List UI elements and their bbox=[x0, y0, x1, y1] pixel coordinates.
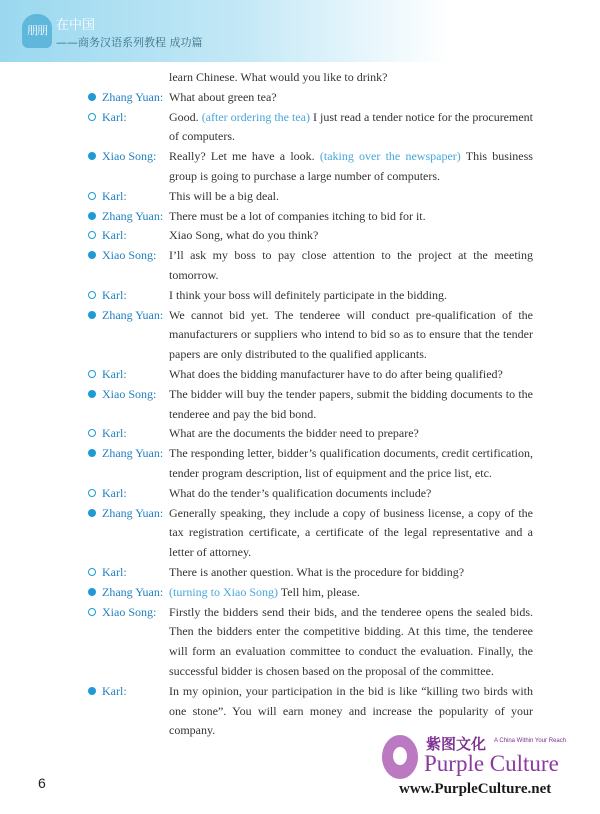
utterance-text: What do the tender’s qualification documents include? bbox=[169, 485, 432, 500]
utterance-text: There is another question. What is the procedure for bidding? bbox=[169, 564, 465, 579]
utterance-text: Firstly the bidders send their bids, and the tenderee opens the sealed bids. Then the bidders enter the competitive bidding. At this time, the tenderee will form an evaluation committee to conduct the evaluation. Finally, the successful bidder is chosen based on the proposal of the committee. bbox=[169, 604, 533, 678]
filled-bullet-icon bbox=[88, 390, 96, 398]
utterance-text: In my opinion, your participation in the bid is like “killing two birds with one stone”. You will earn money and increase the popularity of your company. bbox=[169, 683, 533, 738]
series-subtitle: ——商务汉语系列教程 成功篇 bbox=[56, 36, 203, 49]
speaker-name: Karl: bbox=[102, 228, 127, 243]
dialogue-line bbox=[88, 583, 533, 603]
speaker-name: Karl: bbox=[102, 109, 127, 124]
book-header bbox=[0, 0, 600, 62]
hollow-bullet-icon bbox=[88, 489, 96, 497]
utterance-text: The bidder will buy the tender papers, submit the bidding documents to the tenderee and pay the bid bond. bbox=[169, 386, 533, 421]
speaker-name: Karl: bbox=[102, 287, 127, 302]
utterance-text: Really? Let me have a look. bbox=[169, 149, 320, 164]
speaker-name: Karl: bbox=[102, 366, 127, 381]
dialogue-line bbox=[88, 563, 533, 583]
filled-bullet-icon bbox=[88, 311, 96, 319]
speaker-name: Zhang Yuan: bbox=[102, 307, 164, 322]
speaker-name: Xiao Song: bbox=[102, 386, 157, 401]
utterance-text: learn Chinese. What would you like to drink? bbox=[169, 70, 388, 84]
stage-direction bbox=[169, 149, 461, 163]
filled-bullet-icon bbox=[88, 588, 96, 596]
speaker-name: Zhang Yuan: bbox=[102, 584, 164, 599]
hollow-bullet-icon bbox=[88, 291, 96, 299]
speaker-name: Karl: bbox=[102, 564, 127, 579]
hollow-bullet-icon bbox=[88, 429, 96, 437]
dialogue-line bbox=[88, 444, 533, 484]
watermark-brand: Purple Culture bbox=[424, 751, 559, 776]
filled-bullet-icon bbox=[88, 509, 96, 517]
watermark-tagline: A China Within Your Reach bbox=[494, 738, 567, 744]
speaker-name: Zhang Yuan: bbox=[102, 505, 164, 520]
series-title: 在中国 bbox=[56, 18, 96, 33]
utterance-text: Tell him, please. bbox=[280, 584, 360, 599]
dialogue-line bbox=[88, 484, 533, 504]
utterance-text: This business group is going to purchase a large number of computers. bbox=[169, 149, 533, 183]
dialogue-line bbox=[88, 108, 533, 148]
hollow-bullet-icon bbox=[88, 608, 96, 616]
utterance-text: Generally speaking, they include a copy of business license, a copy of the tax registration certificate, a certificate of the legal representative and a letter of attorney. bbox=[169, 505, 533, 560]
purple-culture-watermark bbox=[376, 733, 600, 813]
utterance-text: The responding letter, bidder’s qualification documents, credit certification, tender program description, list of equipment and the price list, etc. bbox=[169, 446, 533, 480]
utterance-text: Good. bbox=[169, 109, 202, 124]
watermark-url: www.PurpleCulture.net bbox=[399, 781, 552, 797]
utterance-text: This will be a big deal. bbox=[169, 188, 279, 203]
dialogue-line bbox=[88, 88, 533, 108]
filled-bullet-icon bbox=[88, 93, 96, 101]
dialogue-line bbox=[88, 504, 533, 563]
stage-direction-paren: (after ordering the tea) bbox=[201, 109, 310, 124]
watermark-chinese-name: 紫图文化 bbox=[426, 735, 487, 753]
dialogue-line bbox=[88, 226, 533, 246]
utterance-text: There must be a lot of companies itching to bid for it. bbox=[169, 208, 426, 223]
utterance-text: I’ll ask my boss to pay close attention to the project at the meeting tomorrow. bbox=[169, 248, 533, 282]
hollow-bullet-icon bbox=[88, 568, 96, 576]
hollow-bullet-icon bbox=[88, 231, 96, 239]
speaker-name: Karl: bbox=[102, 485, 127, 500]
speaker-name: Xiao Song: bbox=[102, 149, 157, 164]
page-number: 6 bbox=[38, 775, 46, 791]
dialogue-transcript bbox=[88, 68, 533, 741]
utterance-text: I just read a tender notice for the procurement of computers. bbox=[169, 109, 534, 144]
dialogue-line bbox=[88, 603, 533, 682]
dialogue-line bbox=[88, 187, 533, 207]
dialogue-line bbox=[88, 424, 533, 444]
filled-bullet-icon bbox=[88, 449, 96, 457]
filled-bullet-icon bbox=[88, 251, 96, 259]
series-logo: 朋朋 bbox=[22, 14, 52, 48]
purple-culture-logo-icon bbox=[382, 735, 418, 779]
speaker-name: Xiao Song: bbox=[102, 604, 157, 619]
speaker-name: Xiao Song: bbox=[102, 248, 157, 263]
speaker-name: Karl: bbox=[102, 683, 127, 698]
utterance-text: I think your boss will definitely participate in the bidding. bbox=[169, 287, 447, 302]
dialogue-line bbox=[88, 306, 533, 365]
speaker-name: Zhang Yuan: bbox=[102, 208, 164, 223]
speaker-name: Karl: bbox=[102, 426, 127, 441]
dialogue-line bbox=[88, 147, 533, 187]
dialogue-line bbox=[88, 207, 533, 227]
dialogue-line bbox=[88, 385, 533, 425]
speaker-name: Karl: bbox=[102, 188, 127, 203]
hollow-bullet-icon bbox=[88, 192, 96, 200]
hollow-bullet-icon bbox=[88, 370, 96, 378]
stage-direction: (turning to Xiao Song) bbox=[169, 584, 278, 599]
utterance-text: What are the documents the bidder need to prepare? bbox=[169, 426, 419, 441]
utterance-text: What about green tea? bbox=[169, 89, 277, 104]
speaker-name: Zhang Yuan: bbox=[102, 89, 164, 104]
speaker-name: Zhang Yuan: bbox=[102, 446, 164, 461]
stage-direction-paren: (taking over the newspaper) bbox=[319, 149, 461, 164]
dialogue-line bbox=[88, 365, 533, 385]
filled-bullet-icon bbox=[88, 152, 96, 160]
hollow-bullet-icon bbox=[88, 113, 96, 121]
utterance-text: What does the bidding manufacturer have to do after being qualified? bbox=[169, 366, 503, 381]
utterance-text: We cannot bid yet. The tenderee will conduct pre-qualification of the manufacturers or suppliers who intend to bid so as to ensure that the tender papers are only distributed to the qualified applicants. bbox=[169, 307, 533, 362]
dialogue-line bbox=[88, 246, 533, 286]
dialogue-line bbox=[88, 286, 533, 306]
filled-bullet-icon bbox=[88, 687, 96, 695]
dialogue-line bbox=[88, 68, 533, 88]
stage-direction bbox=[169, 110, 310, 124]
filled-bullet-icon bbox=[88, 212, 96, 220]
utterance-text: Xiao Song, what do you think? bbox=[169, 228, 319, 243]
